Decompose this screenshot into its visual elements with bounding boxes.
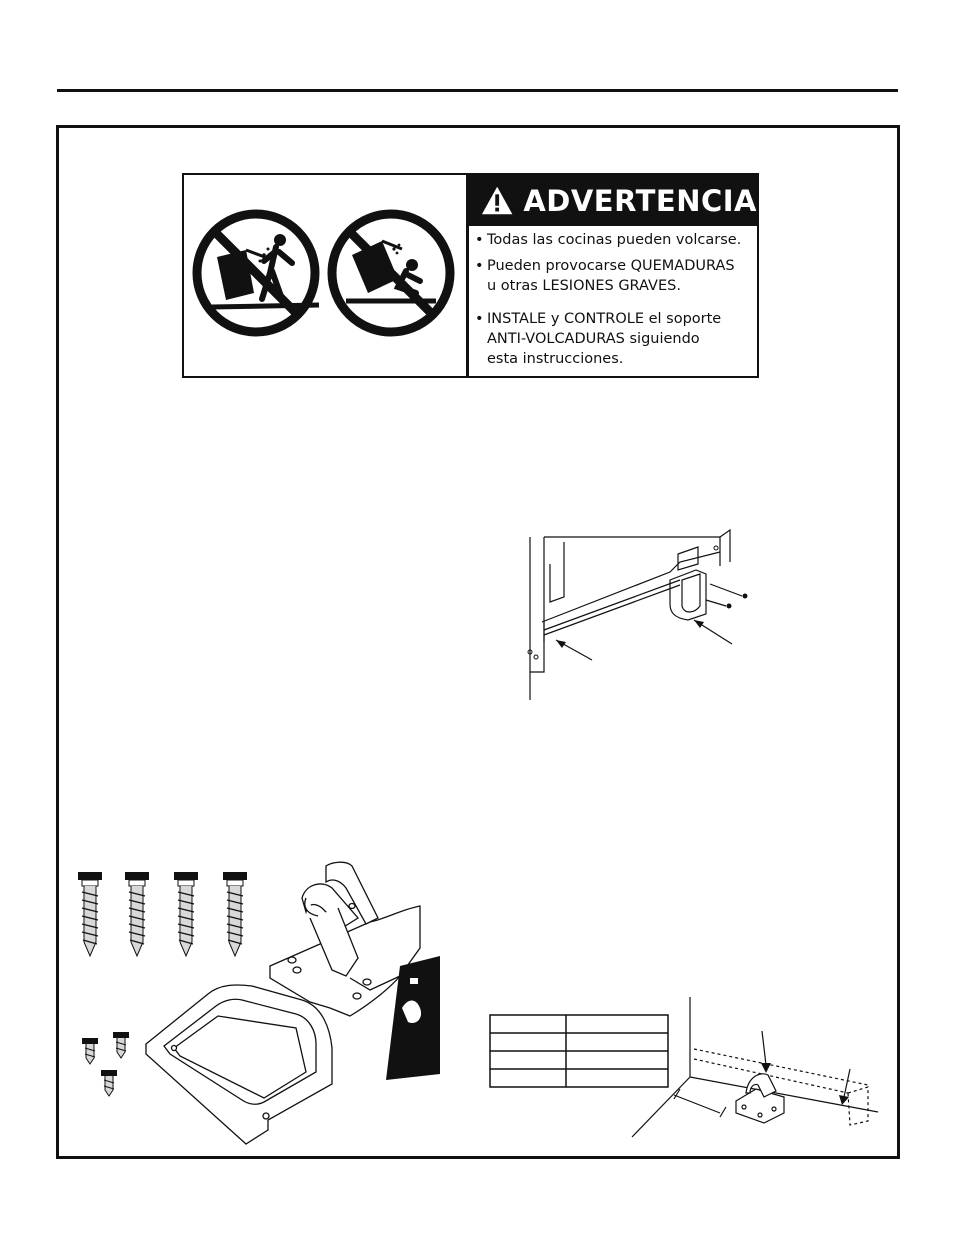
warning-list [475,230,753,369]
small-screws [82,1032,129,1096]
warning-message: • Pueden provocarse QUEMADURAS u otras LESIONES GRAVES. [475,256,753,296]
top-rule [57,89,898,92]
signal-header [469,175,757,226]
floor-install-figure [488,997,878,1139]
warning-label [182,173,759,378]
bracket-on-floor [736,1074,784,1123]
no-tip-over-adult-icon [332,214,450,332]
warning-message: • INSTALE y CONTROLE el soporte ANTI-VOLCADURAS siguiendo esta instrucciones. [475,309,753,369]
warning-triangle-icon [481,185,513,216]
hardware-kit-figure [70,858,440,1144]
signal-word: ADVERTENCIA [523,183,757,218]
warning-text-area [469,175,757,376]
range-bracket-figure [520,522,760,702]
wood-screws [78,872,247,956]
warning-pictograms [184,175,466,376]
anti-tip-base-frame [146,985,332,1144]
warning-message: • Todas las cocinas pueden volcarse. [475,230,753,250]
dimension-table [490,1015,668,1087]
no-tip-over-child-icon [197,214,319,332]
